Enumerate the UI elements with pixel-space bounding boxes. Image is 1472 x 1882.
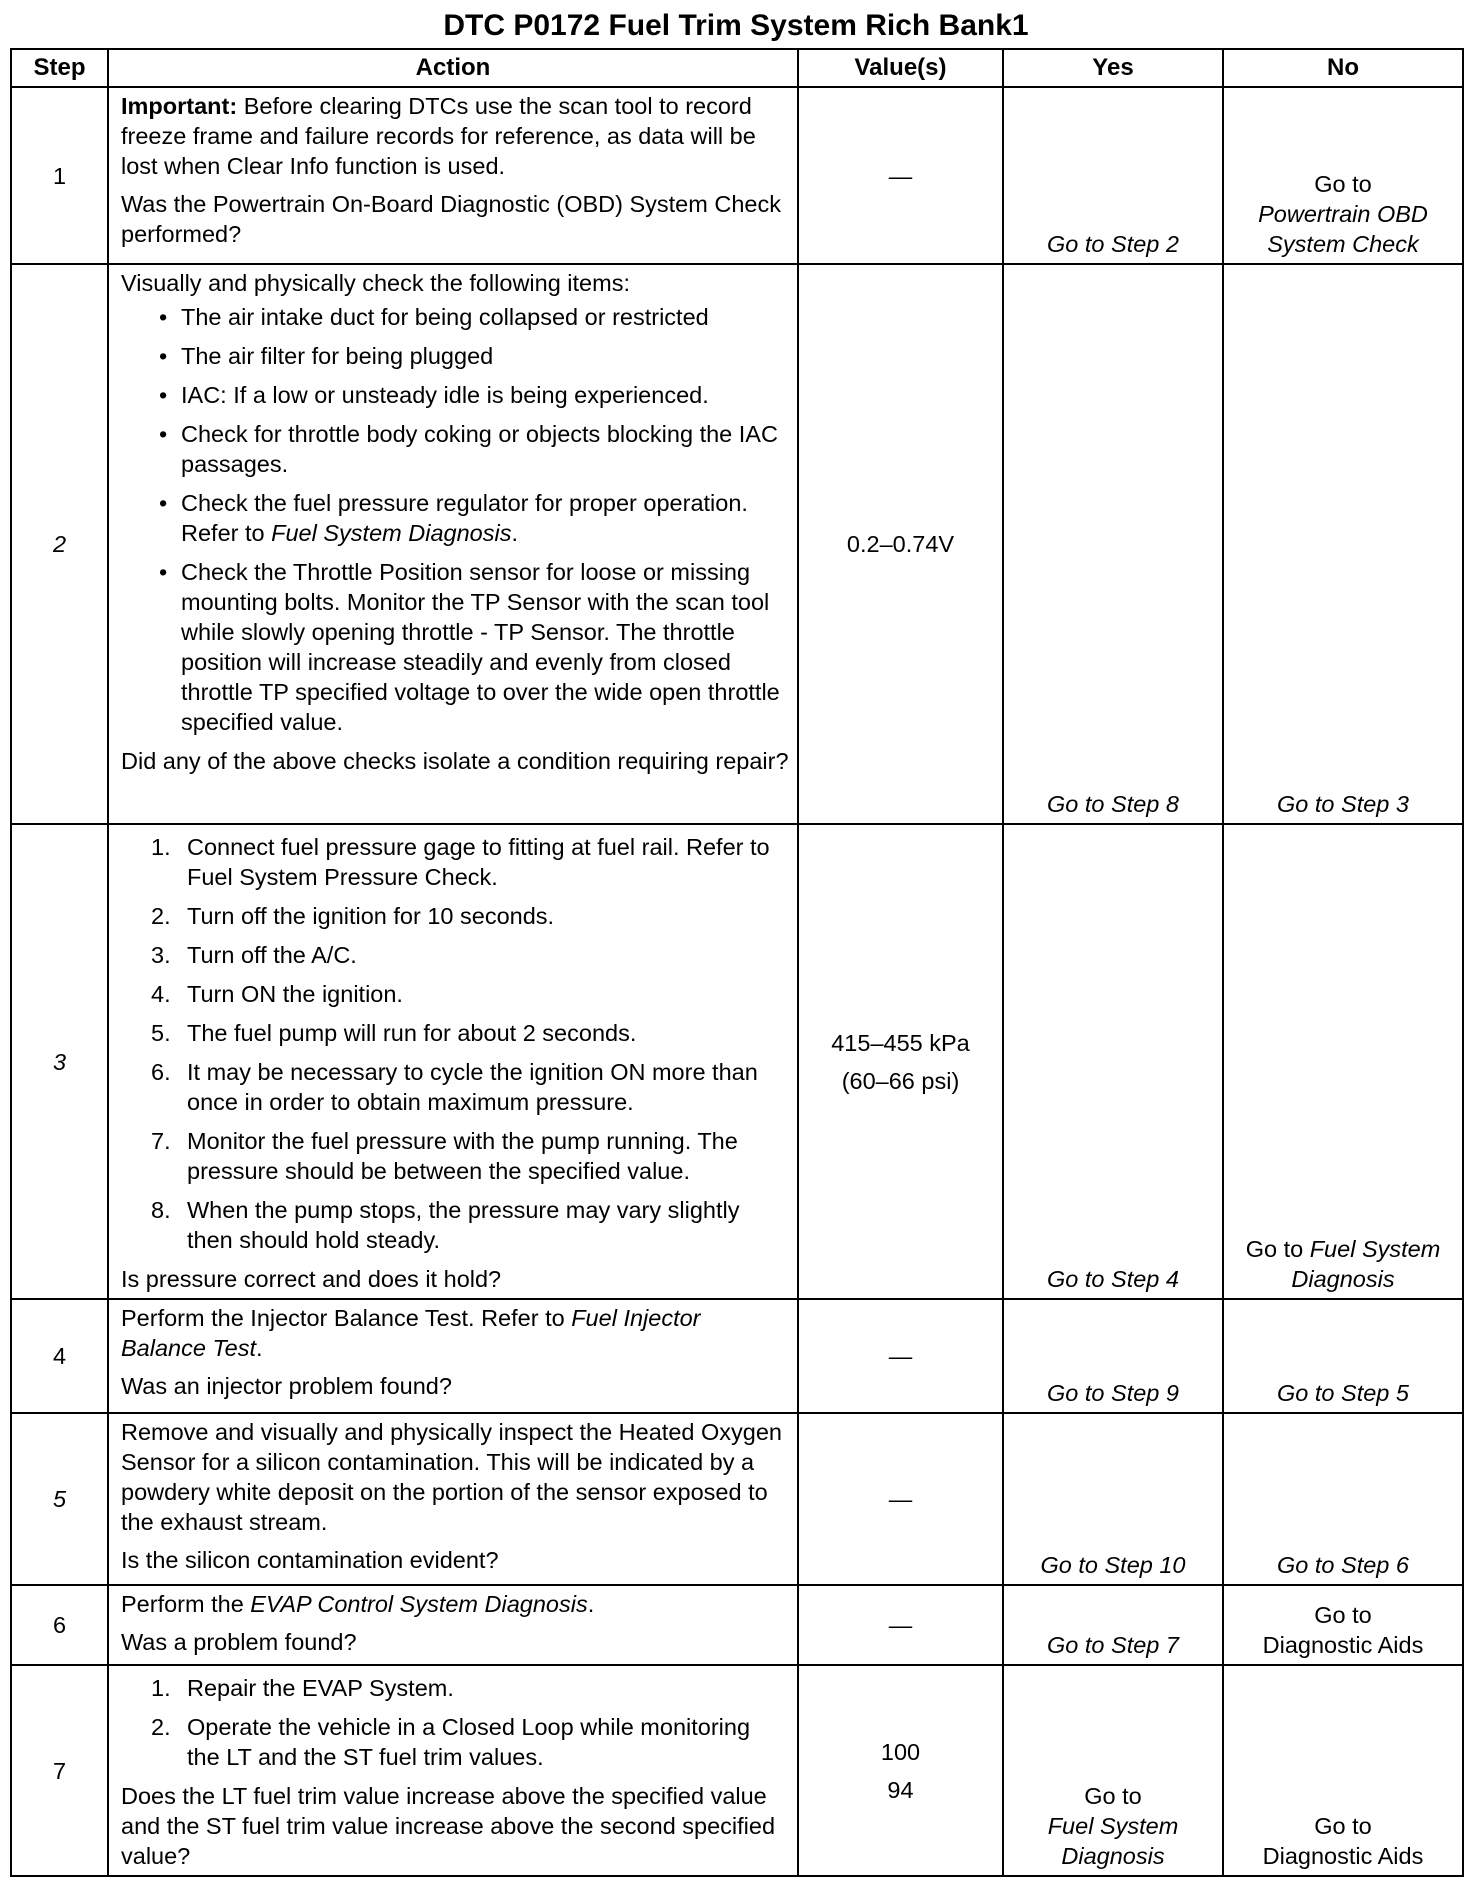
- important-label: Important:: [121, 93, 238, 119]
- step-number: 3: [11, 824, 108, 1299]
- table-row-step-4: [11, 1299, 1463, 1413]
- yes-link[interactable]: Go to Step 7: [1003, 1585, 1223, 1665]
- step-text: Remove and visually and physically inspect the Heated Oxygen Sensor for a silicon contamination. This will be indicated by a powdery white deposit on the portion of the sensor exposed to the exhaust stream.: [121, 1419, 782, 1535]
- fuel-system-diagnosis-link[interactable]: Fuel System Diagnosis: [271, 520, 512, 546]
- yes-link[interactable]: Go to Step 8: [1003, 264, 1223, 824]
- no-link-target: Powertrain OBD System Check: [1258, 201, 1428, 257]
- table-row-step-1: [11, 87, 1463, 264]
- step-value: [798, 824, 1003, 1299]
- no-link[interactable]: Go to Diagnostic Aids: [1223, 1585, 1463, 1665]
- step-intro: Visually and physically check the following items:: [121, 270, 630, 296]
- step-question: Is pressure correct and does it hold?: [121, 1266, 502, 1292]
- injector-balance-test-link[interactable]: Fuel Injector Balance Test: [121, 1305, 701, 1361]
- procedure-list: [121, 832, 789, 1255]
- step-7-action: [108, 1665, 798, 1876]
- evap-diagnosis-link[interactable]: EVAP Control System Diagnosis: [250, 1591, 588, 1617]
- header-action: Action: [108, 49, 798, 87]
- list-item: 2. Operate the vehicle in a Closed Loop while monitoring the LT and the ST fuel trim values.: [151, 1714, 751, 1770]
- step-value: —: [798, 87, 1003, 264]
- step-5-action: [108, 1413, 798, 1585]
- list-item: 5. The fuel pump will run for about 2 seconds.: [151, 1020, 637, 1046]
- no-link[interactable]: Go to Step 6: [1223, 1413, 1463, 1585]
- step-number: 5: [11, 1413, 108, 1585]
- list-item: 3. Turn off the A/C.: [151, 942, 357, 968]
- step-6-action: Perform the EVAP Control System Diagnosis. Was a problem found?: [108, 1585, 798, 1665]
- step-number: 4: [11, 1299, 108, 1413]
- list-item: • The air filter for being plugged: [121, 341, 789, 371]
- no-link[interactable]: Go to Diagnostic Aids: [1223, 1665, 1463, 1876]
- table-header-row: [11, 49, 1463, 87]
- header-no: No: [1223, 49, 1463, 87]
- list-item: 1. Connect fuel pressure gage to fitting at fuel rail. Refer to Fuel System Pressure Check.: [151, 834, 770, 890]
- diagnostic-table: [10, 48, 1464, 1877]
- step-number: 2: [11, 264, 108, 824]
- step-question: Does the LT fuel trim value increase above the specified value and the ST fuel trim value increase above the second specified value?: [121, 1783, 776, 1869]
- important-text: Before clearing DTCs use the scan tool to record freeze frame and failure records for reference, as data will be lost when Clear Info function is used.: [121, 93, 756, 179]
- step-question: Is the silicon contamination evident?: [121, 1547, 499, 1573]
- yes-link[interactable]: Go to Fuel System Diagnosis: [1003, 1665, 1223, 1876]
- list-item: • Check the Throttle Position sensor for loose or missing mounting bolts. Monitor the TP Sensor with the scan tool while slowly opening throttle - TP Sensor. The throttle position will increase steadily and evenly from closed throttle TP specified voltage to over the wide open throttle specified value.: [121, 557, 789, 737]
- header-step: Step: [11, 49, 108, 87]
- step-question: Was a problem found?: [121, 1629, 357, 1655]
- page-title: DTC P0172 Fuel Trim System Rich Bank1: [443, 9, 1029, 42]
- pressure-kpa: 415–455 kPa: [831, 1029, 970, 1056]
- step-value: —: [798, 1299, 1003, 1413]
- step-number: 7: [11, 1665, 108, 1876]
- no-link-prefix: Go to: [1314, 171, 1372, 197]
- yes-link[interactable]: Go to Step 10: [1003, 1413, 1223, 1585]
- list-item: 1. Repair the EVAP System.: [151, 1675, 454, 1701]
- list-item: • The air intake duct for being collapsed or restricted: [121, 302, 789, 332]
- no-link[interactable]: Go to Step 3: [1223, 264, 1463, 824]
- step-3-action: [108, 824, 798, 1299]
- table-row-step-5: [11, 1413, 1463, 1585]
- list-item: 6. It may be necessary to cycle the ignition ON more than once in order to obtain maximum pressure.: [151, 1059, 758, 1115]
- table-row-step-7: [11, 1665, 1463, 1876]
- list-item: 2. Turn off the ignition for 10 seconds.: [151, 903, 555, 929]
- step-value: —: [798, 1585, 1003, 1665]
- step-value: —: [798, 1413, 1003, 1585]
- no-link[interactable]: Go to Fuel System Diagnosis: [1223, 824, 1463, 1299]
- yes-link[interactable]: Go to Step 2: [1003, 87, 1223, 264]
- step-number: 6: [11, 1585, 108, 1665]
- header-yes: Yes: [1003, 49, 1223, 87]
- step-question: Did any of the above checks isolate a condition requiring repair?: [121, 748, 789, 774]
- table-row-step-3: [11, 824, 1463, 1299]
- table-row-step-6: [11, 1585, 1463, 1665]
- step-value: [798, 1665, 1003, 1876]
- step-number: 1: [11, 87, 108, 264]
- list-item: 8. When the pump stops, the pressure may vary slightly then should hold steady.: [151, 1197, 740, 1253]
- lt-fuel-trim-value: 100: [880, 1738, 921, 1765]
- list-item: • Check for throttle body coking or objects blocking the IAC passages.: [121, 419, 789, 479]
- list-item: 4. Turn ON the ignition.: [151, 981, 403, 1007]
- step-1-action: [108, 87, 798, 264]
- list-item: • IAC: If a low or unsteady idle is being experienced.: [121, 380, 789, 410]
- step-question: Was the Powertrain On-Board Diagnostic (OBD) System Check performed?: [121, 191, 781, 247]
- list-item: 7. Monitor the fuel pressure with the pump running. The pressure should be between the specified value.: [151, 1128, 738, 1184]
- no-link[interactable]: [1223, 87, 1463, 264]
- step-4-action: Perform the Injector Balance Test. Refer to Fuel Injector Balance Test. Was an injector problem found?: [108, 1299, 798, 1413]
- pressure-psi: (60–66 psi): [841, 1067, 960, 1094]
- procedure-list: [121, 1673, 789, 1772]
- list-item: • Check the fuel pressure regulator for proper operation. Refer to Fuel System Diagnosis.: [121, 488, 789, 548]
- check-list: [121, 302, 789, 737]
- yes-link[interactable]: Go to Step 4: [1003, 824, 1223, 1299]
- step-question: Was an injector problem found?: [121, 1373, 452, 1399]
- step-value: 0.2–0.74V: [798, 264, 1003, 824]
- st-fuel-trim-value: 94: [887, 1776, 914, 1803]
- no-link[interactable]: Go to Step 5: [1223, 1299, 1463, 1413]
- step-2-action: [108, 264, 798, 824]
- header-values: Value(s): [798, 49, 1003, 87]
- table-row-step-2: [11, 264, 1463, 824]
- yes-link[interactable]: Go to Step 9: [1003, 1299, 1223, 1413]
